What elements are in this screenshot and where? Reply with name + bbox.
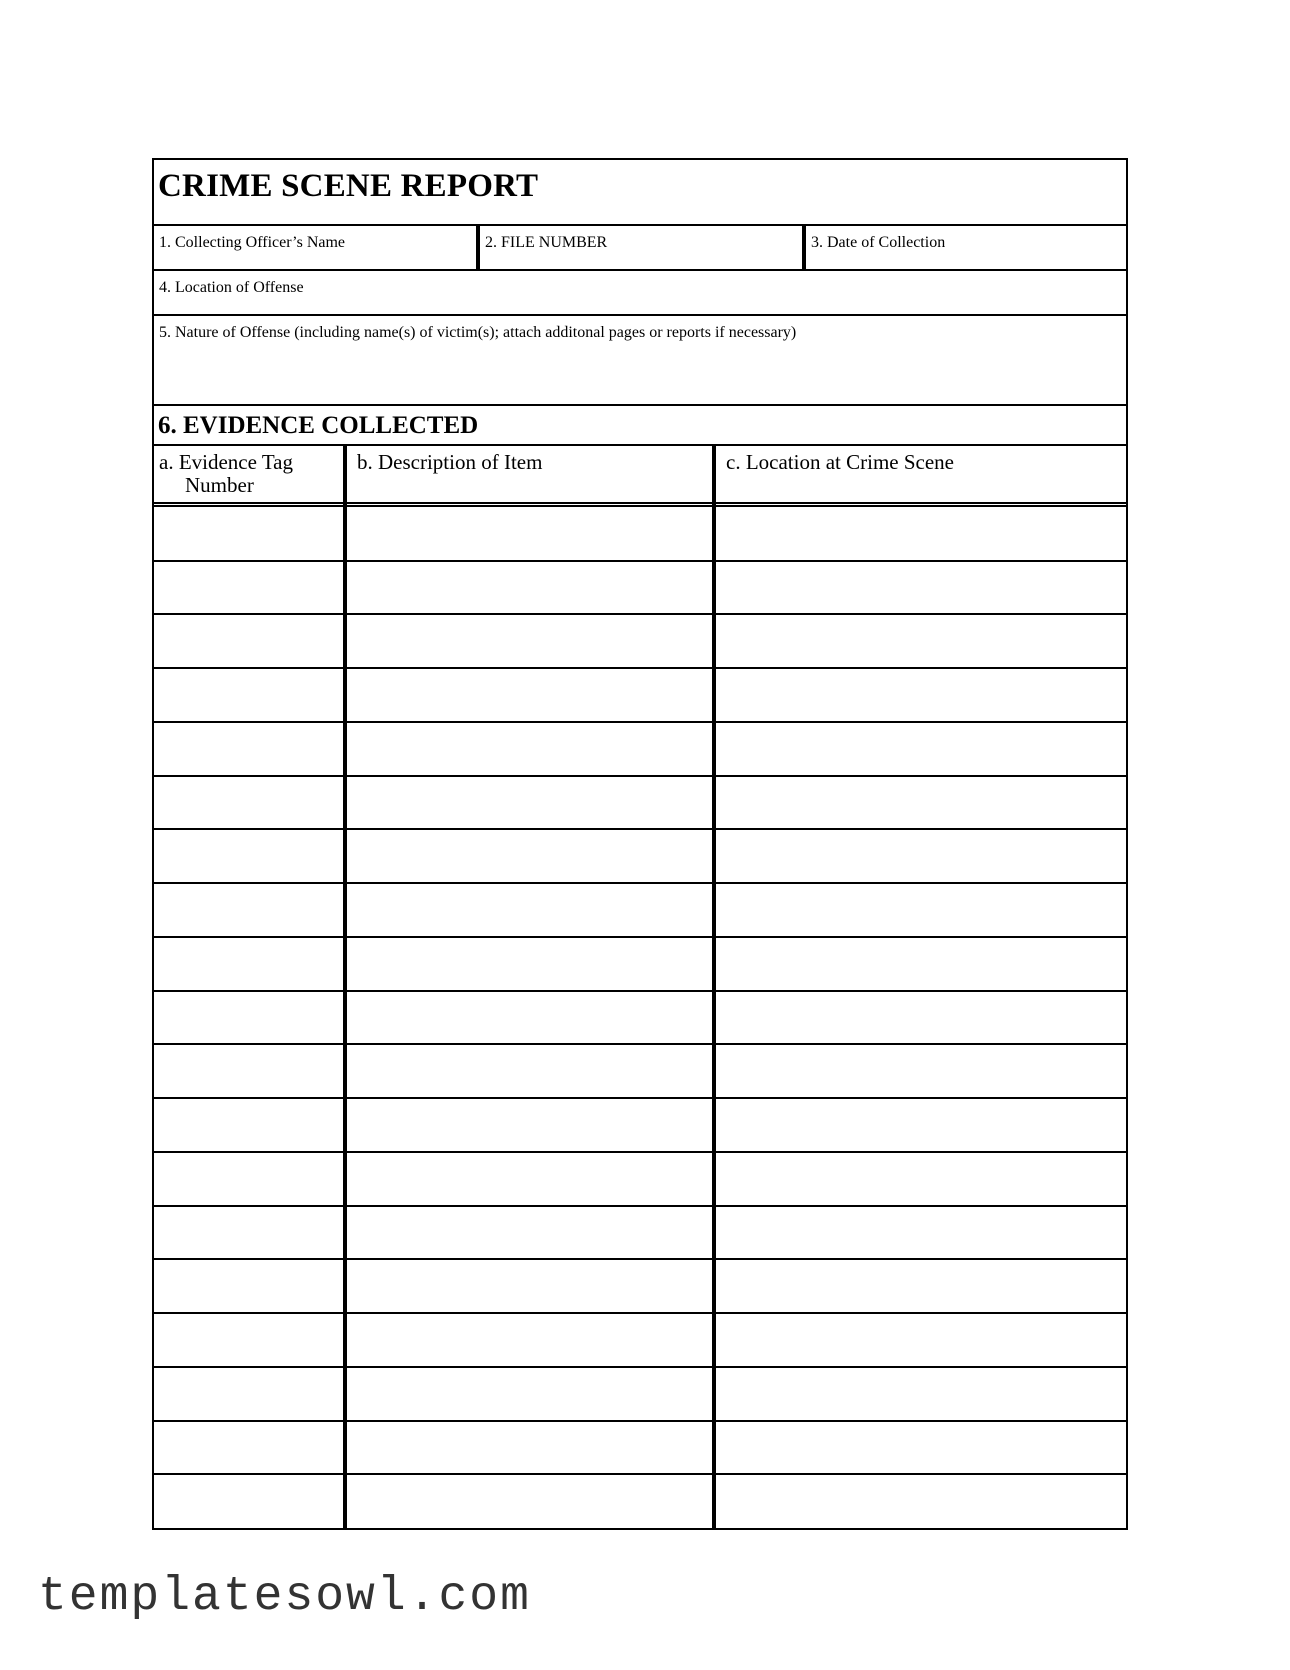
location-cell[interactable] bbox=[716, 1098, 1126, 1152]
table-row bbox=[154, 776, 1126, 830]
column-header-description bbox=[347, 446, 717, 504]
evidence-tag-cell[interactable] bbox=[154, 668, 343, 722]
evidence-tag-cell[interactable] bbox=[154, 1152, 343, 1206]
table-row bbox=[154, 1098, 1126, 1152]
evidence-tag-cell[interactable] bbox=[154, 614, 343, 668]
description-cell[interactable] bbox=[347, 991, 712, 1045]
column-header-evidence-tag-line1: a. Evidence Tag bbox=[159, 450, 293, 474]
description-cell[interactable] bbox=[347, 1367, 712, 1421]
evidence-tag-cell[interactable] bbox=[154, 1421, 343, 1475]
table-row bbox=[154, 937, 1126, 991]
description-cell[interactable] bbox=[347, 1206, 712, 1260]
location-of-offense-label: 4. Location of Offense bbox=[159, 279, 304, 296]
description-cell[interactable] bbox=[347, 1421, 712, 1475]
date-of-collection-label: 3. Date of Collection bbox=[811, 234, 946, 251]
location-cell[interactable] bbox=[716, 722, 1126, 776]
description-cell[interactable] bbox=[347, 937, 712, 991]
location-cell[interactable] bbox=[716, 1152, 1126, 1206]
table-row bbox=[154, 1421, 1126, 1475]
evidence-tag-cell[interactable] bbox=[154, 829, 343, 883]
evidence-section-title: 6. EVIDENCE COLLECTED bbox=[158, 412, 479, 439]
location-cell[interactable] bbox=[716, 1421, 1126, 1475]
table-row bbox=[154, 1474, 1126, 1528]
location-cell[interactable] bbox=[716, 1259, 1126, 1313]
evidence-tag-cell[interactable] bbox=[154, 1313, 343, 1367]
location-cell[interactable] bbox=[716, 1313, 1126, 1367]
column-header-location-label: c. Location at Crime Scene bbox=[726, 450, 954, 474]
location-cell[interactable] bbox=[716, 991, 1126, 1045]
location-cell[interactable] bbox=[716, 561, 1126, 615]
evidence-tag-cell[interactable] bbox=[154, 1044, 343, 1098]
file-number-label: 2. FILE NUMBER bbox=[485, 234, 608, 251]
location-cell[interactable] bbox=[716, 1206, 1126, 1260]
column-header-location bbox=[716, 446, 1126, 504]
evidence-tag-cell[interactable] bbox=[154, 991, 343, 1045]
collecting-officer-name-field[interactable] bbox=[154, 226, 480, 269]
nature-of-offense-label: 5. Nature of Offense (including name(s) of victim(s); attach additonal pages or reports if necessary) bbox=[159, 324, 797, 341]
table-row bbox=[154, 1259, 1126, 1313]
form-title: CRIME SCENE REPORT bbox=[158, 168, 539, 204]
table-row bbox=[154, 1152, 1126, 1206]
table-row bbox=[154, 991, 1126, 1045]
evidence-tag-cell[interactable] bbox=[154, 1367, 343, 1421]
evidence-tag-cell[interactable] bbox=[154, 883, 343, 937]
location-cell[interactable] bbox=[716, 668, 1126, 722]
table-row bbox=[154, 1206, 1126, 1260]
description-cell[interactable] bbox=[347, 776, 712, 830]
column-header-evidence-tag bbox=[154, 446, 347, 504]
table-row bbox=[154, 1367, 1126, 1421]
evidence-tag-cell[interactable] bbox=[154, 1259, 343, 1313]
date-of-collection-field[interactable] bbox=[806, 226, 1126, 269]
column-header-evidence-tag-line2: Number bbox=[185, 473, 254, 497]
evidence-column-headers bbox=[154, 446, 1126, 504]
table-row bbox=[154, 561, 1126, 615]
table-row bbox=[154, 1044, 1126, 1098]
table-row bbox=[154, 507, 1126, 561]
location-of-offense-field[interactable] bbox=[154, 271, 1126, 316]
table-row bbox=[154, 614, 1126, 668]
description-cell[interactable] bbox=[347, 614, 712, 668]
evidence-section-header bbox=[154, 406, 1126, 446]
location-cell[interactable] bbox=[716, 1044, 1126, 1098]
table-row bbox=[154, 722, 1126, 776]
location-cell[interactable] bbox=[716, 507, 1126, 561]
description-cell[interactable] bbox=[347, 668, 712, 722]
description-cell[interactable] bbox=[347, 1152, 712, 1206]
description-cell[interactable] bbox=[347, 561, 712, 615]
description-cell[interactable] bbox=[347, 1259, 712, 1313]
table-row bbox=[154, 829, 1126, 883]
location-cell[interactable] bbox=[716, 1367, 1126, 1421]
collecting-officer-name-label: 1. Collecting Officer’s Name bbox=[159, 234, 346, 251]
description-cell[interactable] bbox=[347, 829, 712, 883]
evidence-tag-cell[interactable] bbox=[154, 1206, 343, 1260]
table-row bbox=[154, 1313, 1126, 1367]
description-cell[interactable] bbox=[347, 1474, 712, 1528]
evidence-tag-cell[interactable] bbox=[154, 561, 343, 615]
evidence-tag-cell[interactable] bbox=[154, 1098, 343, 1152]
location-cell[interactable] bbox=[716, 937, 1126, 991]
location-cell[interactable] bbox=[716, 776, 1126, 830]
watermark-text: templatesowl.com bbox=[38, 1570, 531, 1624]
description-cell[interactable] bbox=[347, 1313, 712, 1367]
description-cell[interactable] bbox=[347, 1044, 712, 1098]
location-cell[interactable] bbox=[716, 883, 1126, 937]
description-cell[interactable] bbox=[347, 883, 712, 937]
title-row bbox=[154, 160, 1126, 226]
location-cell[interactable] bbox=[716, 1474, 1126, 1528]
table-row bbox=[154, 883, 1126, 937]
file-number-field[interactable] bbox=[480, 226, 806, 269]
table-row bbox=[154, 668, 1126, 722]
officer-file-date-row bbox=[154, 226, 1126, 271]
evidence-tag-cell[interactable] bbox=[154, 937, 343, 991]
column-header-description-label: b. Description of Item bbox=[357, 450, 543, 474]
description-cell[interactable] bbox=[347, 722, 712, 776]
description-cell[interactable] bbox=[347, 507, 712, 561]
evidence-tag-cell[interactable] bbox=[154, 722, 343, 776]
crime-scene-report-form bbox=[152, 158, 1128, 1530]
description-cell[interactable] bbox=[347, 1098, 712, 1152]
nature-of-offense-field[interactable] bbox=[154, 316, 1126, 406]
location-cell[interactable] bbox=[716, 614, 1126, 668]
evidence-tag-cell[interactable] bbox=[154, 507, 343, 561]
location-cell[interactable] bbox=[716, 829, 1126, 883]
evidence-tag-cell[interactable] bbox=[154, 776, 343, 830]
evidence-tag-cell[interactable] bbox=[154, 1474, 343, 1528]
